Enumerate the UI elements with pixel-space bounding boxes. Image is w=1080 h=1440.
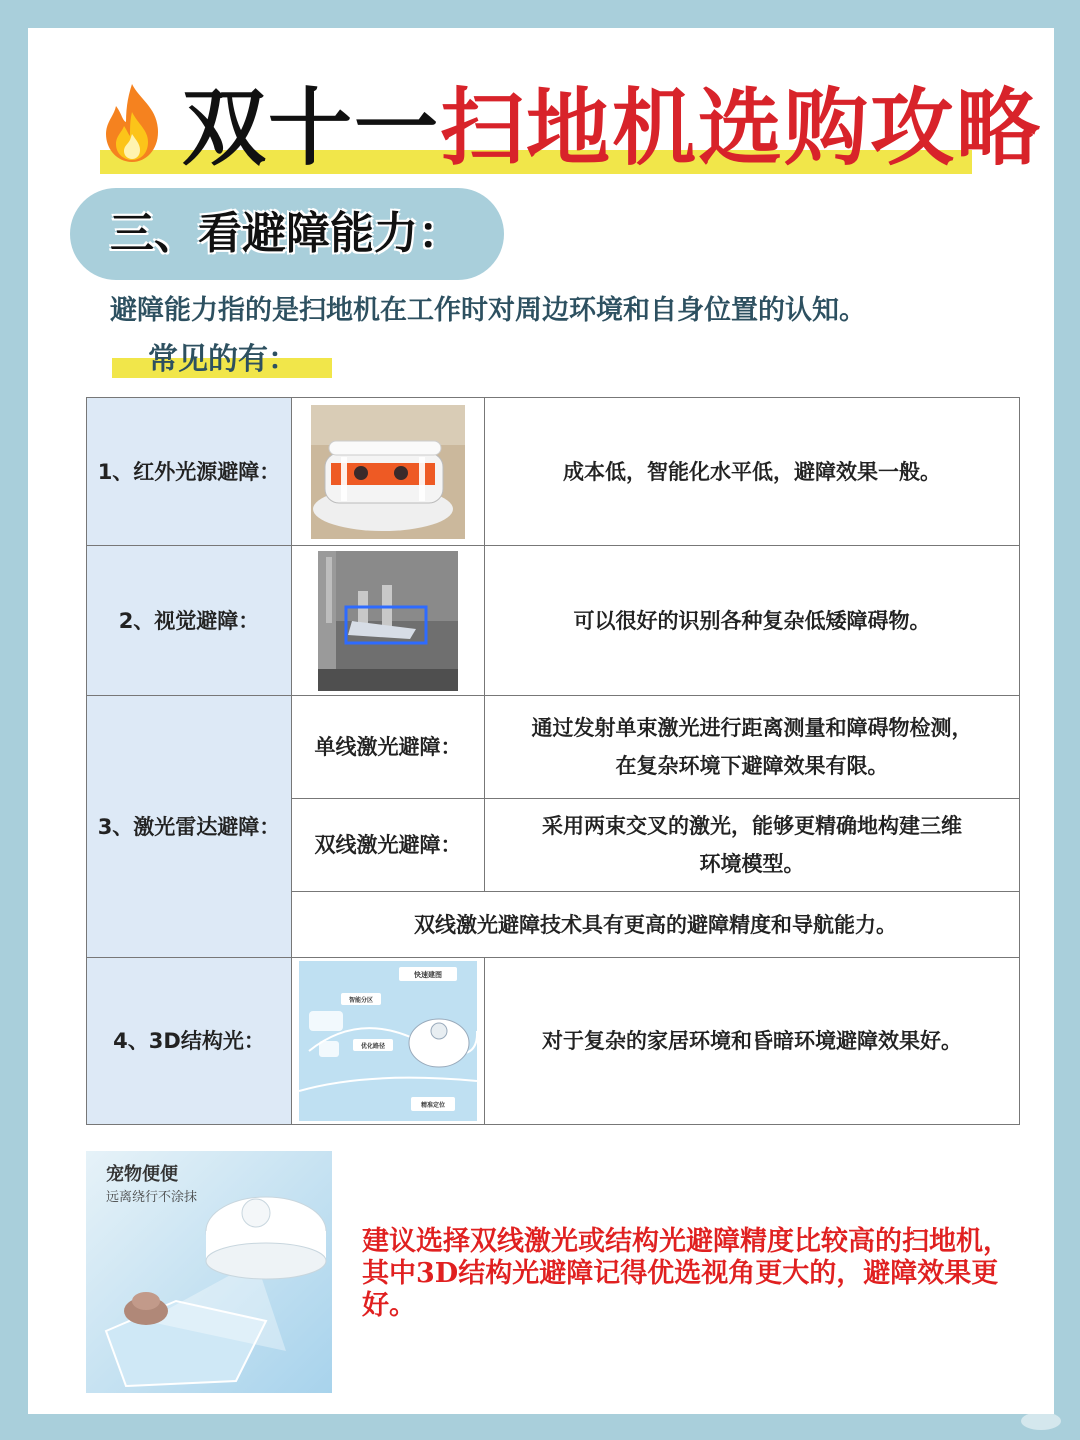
row2-image-cell — [292, 546, 485, 696]
row4-label: 4、3D结构光： — [87, 958, 292, 1125]
row3-sub2-label: 双线激光避障： — [292, 799, 485, 892]
pet-image-subtitle: 远离绕行不涂抹 — [106, 1190, 198, 1205]
vision-camera-image — [318, 551, 458, 691]
row2-desc: 可以很好的识别各种复杂低矮障碍物。 — [485, 546, 1020, 696]
suggestion-text: 建议选择双线激光或结构光避障精度比较高的扫地机，其中3D结构光避障记得优选视角更大的，避障效果更好。 — [362, 1226, 1010, 1321]
watermark-icon — [1018, 1410, 1064, 1432]
structured-light-image — [299, 961, 477, 1121]
page-title — [182, 80, 1042, 176]
row3-label: 3、激光雷达避障： — [87, 696, 292, 958]
table-row — [87, 958, 1020, 1125]
row3-sub1-label: 单线激光避障： — [292, 696, 485, 799]
row1-desc: 成本低，智能化水平低，避障效果一般。 — [485, 398, 1020, 546]
infrared-sensor-image — [311, 405, 465, 539]
table-row — [87, 696, 1020, 799]
intro-text: 避障能力指的是扫地机在工作时对周边环境和自身位置的认知。 — [110, 295, 866, 326]
row1-label: 1、红外光源避障： — [87, 398, 292, 546]
img4-label-3: 优化路径 — [360, 1043, 386, 1050]
img4-label-4: 精准定位 — [420, 1102, 446, 1109]
row3-sub2-desc — [485, 799, 1020, 892]
row3-sub1-desc-line1: 通过发射单束激光进行距离测量和障碍物检测， — [531, 716, 973, 740]
row4-image-cell — [292, 958, 485, 1125]
row2-label: 2、视觉避障： — [87, 546, 292, 696]
table-row — [87, 398, 1020, 546]
row3-sub2-desc-line1: 采用两束交叉的激光，能够更精确地构建三维 — [542, 814, 962, 838]
section-title: 三、看避障能力： — [110, 208, 462, 259]
obstacle-table — [86, 397, 1020, 1125]
table-row — [87, 546, 1020, 696]
title-black-part: 双十一 — [182, 79, 441, 177]
row3-sub1-desc — [485, 696, 1020, 799]
row4-desc: 对于复杂的家居环境和昏暗环境避障效果好。 — [485, 958, 1020, 1125]
img4-label-1: 快速建图 — [414, 971, 442, 979]
common-label: 常见的有： — [148, 342, 298, 377]
fire-icon — [96, 82, 168, 164]
row3-summary: 双线激光避障技术具有更高的避障精度和导航能力。 — [292, 892, 1020, 958]
row3-sub2-desc-line2: 环境模型。 — [699, 852, 805, 876]
title-red-part: 扫地机选购攻略 — [440, 79, 1043, 177]
row1-image-cell — [292, 398, 485, 546]
row3-sub1-desc-line2: 在复杂环境下避障效果有限。 — [615, 754, 889, 778]
img4-label-2: 智能分区 — [348, 997, 374, 1004]
pet-image-title: 宠物便便 — [106, 1164, 178, 1185]
